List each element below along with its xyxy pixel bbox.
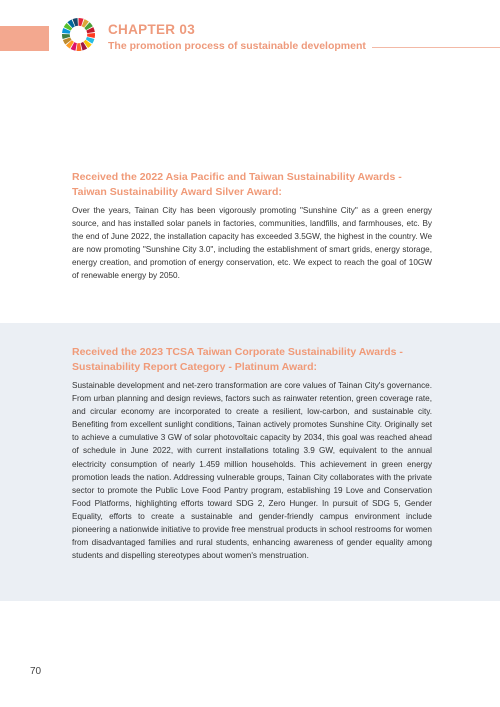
section-heading: Received the 2023 TCSA Taiwan Corporate Sustainability Awards - Sustainability Report Category - Platinum Award: [72, 346, 403, 373]
award-section-2022 [72, 170, 432, 283]
chapter-title: The promotion process of sustainable development [108, 40, 366, 52]
award-section-2023 [72, 345, 432, 562]
header-accent-bar [0, 26, 49, 51]
page-number: 70 [30, 666, 42, 677]
chapter-label: CHAPTER 03 [108, 22, 196, 37]
header-divider [372, 47, 500, 48]
section-heading: Received the 2022 Asia Pacific and Taiwan Sustainability Awards - Taiwan Sustainability Award Silver Award: [72, 171, 402, 198]
sdg-color-wheel-icon [61, 17, 96, 52]
section-body: Over the years, Tainan City has been vigorously promoting "Sunshine City" as a green energy source, and has installed solar panels in factories, communities, landfills, and farmhouses, etc. By the end of June 2022, the installation capacity has exceeded 3.5GW, the highest in the country. We are now promoting "Sunshine City 3.0", including the establishment of smart grids, energy storage, energy creation, and promotion of energy conservation, etc. We expect to reach the goal of 10GW of renewable energy by 2050. [72, 206, 432, 281]
section-body: Sustainable development and net-zero transformation are core values of Tainan City's governance. From urban planning and design reviews, factors such as rainwater retention, green coverage rate, and circular economy are incorporated to create a resilient, low-carbon, and sustainable city. Benefiting from excellent sunlight conditions, Tainan actively promotes Sunshine City. Originally set to achieve a cumulative 3 GW of solar photovoltaic capacity by 2034, this goal was reached ahead of schedule in June 2022, with current installations totaling 3.9 GW, equivalent to the annual electricity consumption of nearly 1.459 million households. This achievement in green energy promotion leads the nation. Addressing vulnerable groups, Tainan City collaborates with the private sector to promote the Public Love Food Pantry program, establishing 19 Love and Conservation Food Platforms, highlighting efforts toward SDG 2, Zero Hunger. In pursuit of SDG 5, Gender Equality, efforts to create a sustainable and gender-friendly campus environment include pioneering a nationwide initiative to provide free menstrual products in school restrooms for women from disadvantaged families and rural students, enhancing awareness of gender equality among students and dispelling stereotypes about women's menstruation. [72, 381, 432, 561]
